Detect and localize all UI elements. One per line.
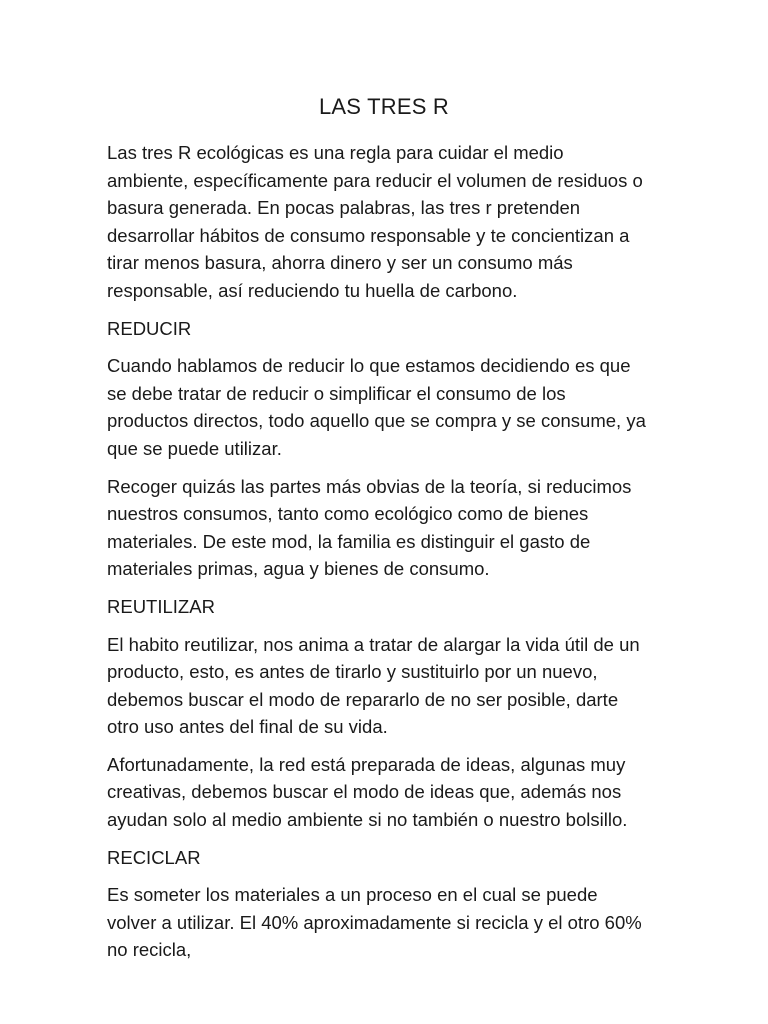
section-heading-reciclar: RECICLAR <box>107 846 201 868</box>
reducir-paragraph-1: Cuando hablamos de reducir lo que estamos decidiendo es que se debe tratar de reducir o simplificar el consumo de los productos directos, todo aquello que se compra y se consume, ya que se puede utilizar. <box>107 355 646 459</box>
reducir-paragraph-2: Recoger quizás las partes más obvias de la teoría, si reducimos nuestros consumos, tanto como ecológico como de bienes materiales. De este mod, la familia es distinguir el gasto de materiales primas, agua y bienes de consumo. <box>107 475 632 580</box>
reutilizar-paragraph-2: Afortunadamente, la red está preparada de ideas, algunas muy creativas, debemos buscar el modo de ideas que, además nos ayudan solo al medio ambiente si no también o nuestro bolsillo. <box>107 753 628 831</box>
section-heading-reutilizar: REUTILIZAR <box>107 595 215 617</box>
reutilizar-paragraph-1: El habito reutilizar, nos anima a tratar de alargar la vida útil de un producto, esto, es antes de tirarlo y sustituirlo por un nuevo, debemos buscar el modo de repararlo de no ser posible, darte otro uso antes del final de su vida. <box>107 633 640 738</box>
document-body <box>107 139 647 974</box>
document-title: LAS TRES R <box>319 94 449 119</box>
reciclar-paragraph-1: Es someter los materiales a un proceso en el cual se puede volver a utilizar. El 40% aproximadamente si recicla y el otro 60% no recicla, <box>107 884 642 961</box>
intro-paragraph: Las tres R ecológicas es una regla para cuidar el medio ambiente, específicamente para reducir el volumen de residuos o basura generada. En pocas palabras, las tres r pretenden desarrollar hábitos de consumo responsable y te concientizan a tirar menos basura, ahorra dinero y ser un consumo más responsable, así reduciendo tu huella de carbono. <box>107 142 643 301</box>
section-heading-reducir: REDUCIR <box>107 317 192 339</box>
